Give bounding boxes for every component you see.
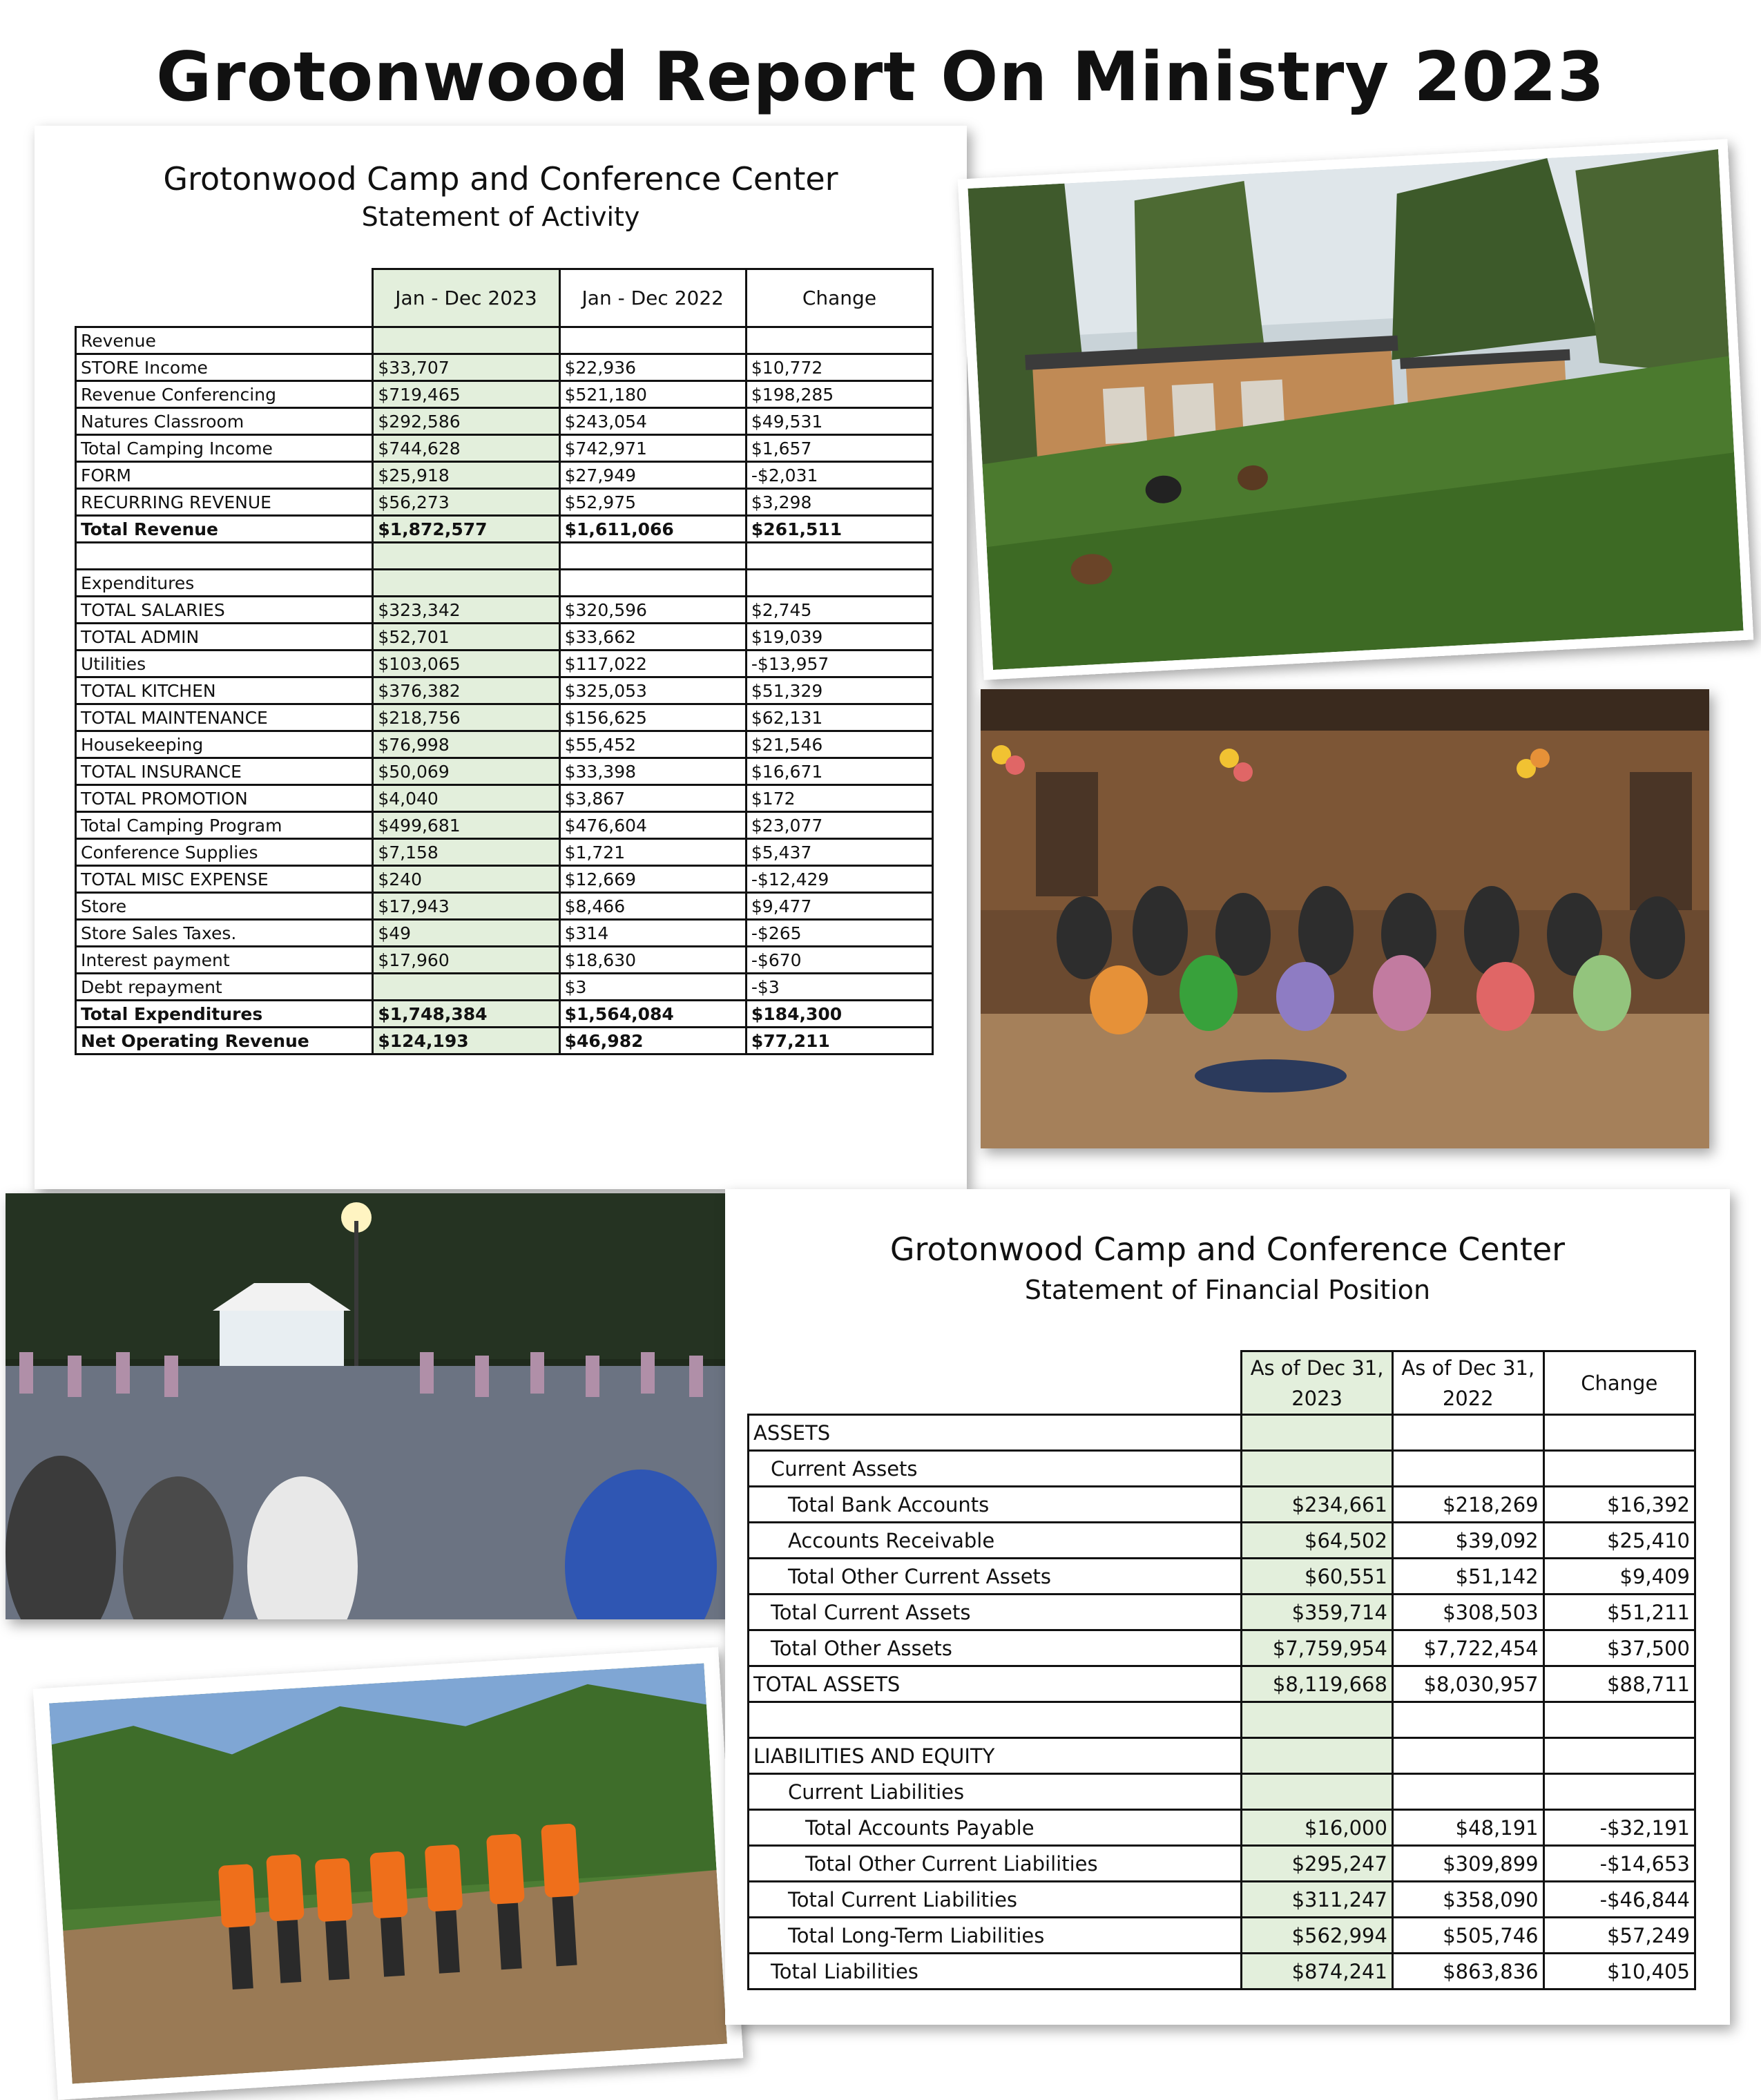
position-row-change: $57,249	[1543, 1918, 1695, 1954]
activity-row-label: TOTAL MISC EXPENSE	[76, 866, 373, 893]
position-row-2023: $64,502	[1242, 1523, 1393, 1559]
position-row	[749, 1954, 1695, 1990]
night-dance-image	[6, 1193, 725, 1619]
activity-row-2022: $314	[559, 920, 746, 947]
activity-row-2022: $521,180	[559, 381, 746, 408]
activity-row	[76, 489, 933, 516]
activity-row-2023: $4,040	[373, 785, 559, 812]
position-row	[749, 1595, 1695, 1630]
activity-row-2022: $33,398	[559, 758, 746, 785]
activity-row-change: $5,437	[746, 839, 932, 866]
activity-row-2022: $46,982	[559, 1028, 746, 1054]
activity-row-label: Store Sales Taxes.	[76, 920, 373, 947]
activity-row	[76, 381, 933, 408]
activity-row-change: $261,511	[746, 516, 932, 543]
activity-row-2023: $323,342	[373, 597, 559, 624]
page-title: Grotonwood Report On Ministry 2023	[155, 38, 1606, 117]
activity-subtitle: Statement of Activity	[361, 202, 640, 232]
position-row-2023: $359,714	[1242, 1595, 1393, 1630]
position-row-label: Total Bank Accounts	[749, 1487, 1242, 1523]
activity-row-2022: $243,054	[559, 408, 746, 435]
activity-row	[76, 624, 933, 651]
activity-row-change: -$13,957	[746, 651, 932, 677]
position-row-2023: $16,000	[1242, 1810, 1393, 1846]
activity-row	[76, 597, 933, 624]
statement-of-activity-card	[35, 126, 967, 1189]
position-row-label: Current Liabilities	[749, 1774, 1242, 1810]
position-row-change: $25,410	[1543, 1523, 1695, 1559]
position-row	[749, 1451, 1695, 1487]
position-row-2023	[1242, 1415, 1393, 1451]
col-header-2023: Jan - Dec 2023	[373, 269, 559, 327]
activity-row	[76, 354, 933, 381]
activity-row-2022: $18,630	[559, 947, 746, 974]
activity-row-2022: $33,662	[559, 624, 746, 651]
activity-row-change: $10,772	[746, 354, 932, 381]
position-row	[749, 1918, 1695, 1954]
financial-position-card	[725, 1189, 1730, 2025]
position-row-change: $10,405	[1543, 1954, 1695, 1990]
position-row-change: -$32,191	[1543, 1810, 1695, 1846]
activity-row-2022: $1,611,066	[559, 516, 746, 543]
position-row-2023: $7,759,954	[1242, 1630, 1393, 1666]
activity-row-2023: $124,193	[373, 1028, 559, 1054]
pos-col-header-2023: As of Dec 31, 2023	[1242, 1351, 1393, 1415]
position-row-2023: $8,119,668	[1242, 1666, 1393, 1702]
activity-row-2022	[559, 570, 746, 597]
position-row-change	[1543, 1451, 1695, 1487]
position-row-2022	[1392, 1451, 1543, 1487]
activity-row-change: $49,531	[746, 408, 932, 435]
pos-col-header-change: Change	[1543, 1351, 1695, 1415]
activity-row	[76, 704, 933, 731]
activity-row-2023: $33,707	[373, 354, 559, 381]
activity-row	[76, 543, 933, 570]
position-row-label: Current Assets	[749, 1451, 1242, 1487]
position-row-2022: $308,503	[1392, 1595, 1543, 1630]
position-row-change: $9,409	[1543, 1559, 1695, 1595]
activity-row-2023: $50,069	[373, 758, 559, 785]
position-row-2022: $505,746	[1392, 1918, 1543, 1954]
activity-row-change: $2,745	[746, 597, 932, 624]
activity-row	[76, 974, 933, 1001]
position-row	[749, 1630, 1695, 1666]
position-row	[749, 1666, 1695, 1702]
activity-row	[76, 651, 933, 677]
activity-row	[76, 516, 933, 543]
activity-row-change: $1,657	[746, 435, 932, 462]
activity-row-change: -$265	[746, 920, 932, 947]
position-row-2023: $562,994	[1242, 1918, 1393, 1954]
activity-row	[76, 947, 933, 974]
activity-row-2023: $1,748,384	[373, 1001, 559, 1028]
activity-row-label: TOTAL INSURANCE	[76, 758, 373, 785]
activity-row-label: RECURRING REVENUE	[76, 489, 373, 516]
night-dance-photo	[6, 1193, 725, 1619]
group-indoor-photo	[981, 689, 1709, 1148]
col-header-2022: Jan - Dec 2022	[559, 269, 746, 327]
position-row-label: Total Other Assets	[749, 1630, 1242, 1666]
activity-row-2022	[559, 327, 746, 354]
activity-row-2023: $499,681	[373, 812, 559, 839]
activity-row-2023	[373, 974, 559, 1001]
position-row	[749, 1810, 1695, 1846]
activity-row-2023: $49	[373, 920, 559, 947]
activity-row-label: Net Operating Revenue	[76, 1028, 373, 1054]
activity-row-2022: $320,596	[559, 597, 746, 624]
activity-row-label: Total Expenditures	[76, 1001, 373, 1028]
activity-row	[76, 785, 933, 812]
position-row-change: -$46,844	[1543, 1882, 1695, 1918]
position-row-change: $51,211	[1543, 1595, 1695, 1630]
position-row-2022	[1392, 1415, 1543, 1451]
position-row-2022: $51,142	[1392, 1559, 1543, 1595]
activity-row-change: $16,671	[746, 758, 932, 785]
ropes-course-image	[49, 1664, 727, 2084]
position-row-2023	[1242, 1451, 1393, 1487]
position-row-label: Total Long-Term Liabilities	[749, 1918, 1242, 1954]
activity-row-change: $9,477	[746, 893, 932, 920]
activity-row-label: Revenue	[76, 327, 373, 354]
activity-row-2023	[373, 327, 559, 354]
activity-row-2022: $1,564,084	[559, 1001, 746, 1028]
position-row-change	[1543, 1738, 1695, 1774]
activity-row-2023: $1,872,577	[373, 516, 559, 543]
activity-row-2023: $292,586	[373, 408, 559, 435]
position-row-change: $37,500	[1543, 1630, 1695, 1666]
activity-row-change: -$2,031	[746, 462, 932, 489]
position-row-label: Total Accounts Payable	[749, 1810, 1242, 1846]
activity-row	[76, 812, 933, 839]
position-table	[747, 1350, 1696, 1990]
position-row	[749, 1487, 1695, 1523]
activity-row-label: FORM	[76, 462, 373, 489]
activity-row-2023: $25,918	[373, 462, 559, 489]
activity-row-2022: $22,936	[559, 354, 746, 381]
activity-row-label: TOTAL SALARIES	[76, 597, 373, 624]
activity-row-label: TOTAL KITCHEN	[76, 677, 373, 704]
position-row-2023: $234,661	[1242, 1487, 1393, 1523]
activity-row	[76, 1001, 933, 1028]
position-row-change	[1543, 1774, 1695, 1810]
activity-row-label: Housekeeping	[76, 731, 373, 758]
position-row-2023	[1242, 1774, 1393, 1810]
position-row-label	[749, 1702, 1242, 1738]
activity-row-2022: $12,669	[559, 866, 746, 893]
activity-row-2023: $17,943	[373, 893, 559, 920]
position-row-2023	[1242, 1738, 1393, 1774]
activity-row-2022	[559, 543, 746, 570]
activity-row-change: -$12,429	[746, 866, 932, 893]
position-row-2022	[1392, 1738, 1543, 1774]
activity-row-2023: $744,628	[373, 435, 559, 462]
position-row-label: Total Liabilities	[749, 1954, 1242, 1990]
activity-row-2022: $55,452	[559, 731, 746, 758]
activity-row-label: Store	[76, 893, 373, 920]
position-row-2022: $863,836	[1392, 1954, 1543, 1990]
position-row	[749, 1523, 1695, 1559]
position-row-label: Total Other Current Liabilities	[749, 1846, 1242, 1882]
position-row	[749, 1882, 1695, 1918]
position-row-label: TOTAL ASSETS	[749, 1666, 1242, 1702]
position-row	[749, 1415, 1695, 1451]
activity-row-change: $198,285	[746, 381, 932, 408]
pos-col-header-2022: As of Dec 31, 2022	[1392, 1351, 1543, 1415]
activity-row-2022: $742,971	[559, 435, 746, 462]
activity-row-change: $23,077	[746, 812, 932, 839]
activity-row	[76, 408, 933, 435]
position-row-2023: $311,247	[1242, 1882, 1393, 1918]
position-row-label: Total Current Assets	[749, 1595, 1242, 1630]
activity-row	[76, 866, 933, 893]
activity-row-2022: $117,022	[559, 651, 746, 677]
position-row-change: -$14,653	[1543, 1846, 1695, 1882]
position-row-2022: $358,090	[1392, 1882, 1543, 1918]
activity-row-change: $21,546	[746, 731, 932, 758]
activity-row	[76, 570, 933, 597]
position-row-change	[1543, 1702, 1695, 1738]
position-row-change	[1543, 1415, 1695, 1451]
activity-row-change: -$670	[746, 947, 932, 974]
activity-row-change: $19,039	[746, 624, 932, 651]
ropes-course-photo	[33, 1647, 744, 2100]
activity-row-2022: $476,604	[559, 812, 746, 839]
activity-row-change: $172	[746, 785, 932, 812]
position-row-2022: $39,092	[1392, 1523, 1543, 1559]
activity-row-2022: $156,625	[559, 704, 746, 731]
position-row-2022	[1392, 1702, 1543, 1738]
activity-row-change: $184,300	[746, 1001, 932, 1028]
activity-row-label: Interest payment	[76, 947, 373, 974]
activity-row-label: Natures Classroom	[76, 408, 373, 435]
activity-row-2022: $1,721	[559, 839, 746, 866]
activity-row-label: Total Revenue	[76, 516, 373, 543]
activity-row	[76, 462, 933, 489]
position-row-change: $16,392	[1543, 1487, 1695, 1523]
activity-row-2023: $719,465	[373, 381, 559, 408]
activity-row-change: $62,131	[746, 704, 932, 731]
activity-row	[76, 758, 933, 785]
position-header-row	[749, 1351, 1695, 1415]
position-row	[749, 1774, 1695, 1810]
activity-row-change	[746, 327, 932, 354]
activity-row-2022: $3	[559, 974, 746, 1001]
activity-row-2023: $52,701	[373, 624, 559, 651]
position-row-label: ASSETS	[749, 1415, 1242, 1451]
activity-row-change: $51,329	[746, 677, 932, 704]
activity-row-2022: $325,053	[559, 677, 746, 704]
activity-row-label: STORE Income	[76, 354, 373, 381]
col-header-change: Change	[746, 269, 932, 327]
activity-row	[76, 731, 933, 758]
position-row	[749, 1738, 1695, 1774]
activity-row-2022: $3,867	[559, 785, 746, 812]
cabins-image	[968, 149, 1743, 670]
activity-header-row	[76, 269, 933, 327]
activity-row	[76, 920, 933, 947]
position-row-label: Total Other Current Assets	[749, 1559, 1242, 1595]
activity-row-label	[76, 543, 373, 570]
position-row-2022: $48,191	[1392, 1810, 1543, 1846]
activity-row-label: Debt repayment	[76, 974, 373, 1001]
activity-row	[76, 893, 933, 920]
position-row-label: LIABILITIES AND EQUITY	[749, 1738, 1242, 1774]
activity-row-label: TOTAL ADMIN	[76, 624, 373, 651]
activity-row-2022: $27,949	[559, 462, 746, 489]
position-row-2022: $8,030,957	[1392, 1666, 1543, 1702]
activity-row-2023: $7,158	[373, 839, 559, 866]
position-row-2022	[1392, 1774, 1543, 1810]
activity-row	[76, 677, 933, 704]
cabins-photo	[958, 139, 1753, 680]
position-row-2022: $7,722,454	[1392, 1630, 1543, 1666]
activity-row-2023	[373, 543, 559, 570]
activity-row-2023: $376,382	[373, 677, 559, 704]
activity-row-2023: $218,756	[373, 704, 559, 731]
position-row-label: Total Current Liabilities	[749, 1882, 1242, 1918]
activity-row-2023	[373, 570, 559, 597]
position-row	[749, 1702, 1695, 1738]
position-row-2023: $295,247	[1242, 1846, 1393, 1882]
position-row-change: $88,711	[1543, 1666, 1695, 1702]
activity-row-change: -$3	[746, 974, 932, 1001]
group-indoor-image	[981, 689, 1709, 1148]
activity-row-label: Utilities	[76, 651, 373, 677]
position-subtitle: Statement of Financial Position	[1024, 1275, 1431, 1305]
position-row-2022: $309,899	[1392, 1846, 1543, 1882]
activity-row-2023: $56,273	[373, 489, 559, 516]
position-row	[749, 1846, 1695, 1882]
activity-row-label: Conference Supplies	[76, 839, 373, 866]
position-row	[749, 1559, 1695, 1595]
activity-row	[76, 327, 933, 354]
activity-row-label: Total Camping Income	[76, 435, 373, 462]
activity-row	[76, 839, 933, 866]
activity-table	[75, 268, 934, 1055]
activity-row-label: Revenue Conferencing	[76, 381, 373, 408]
position-row-2023: $874,241	[1242, 1954, 1393, 1990]
activity-row-2023: $76,998	[373, 731, 559, 758]
position-row-label: Accounts Receivable	[749, 1523, 1242, 1559]
position-row-2023: $60,551	[1242, 1559, 1393, 1595]
position-org-name: Grotonwood Camp and Conference Center	[889, 1231, 1566, 1268]
activity-org-name: Grotonwood Camp and Conference Center	[163, 160, 838, 198]
activity-row-2023: $103,065	[373, 651, 559, 677]
activity-row-label: TOTAL PROMOTION	[76, 785, 373, 812]
activity-row-change: $3,298	[746, 489, 932, 516]
position-row-2022: $218,269	[1392, 1487, 1543, 1523]
activity-row-label: TOTAL MAINTENANCE	[76, 704, 373, 731]
activity-row-change	[746, 543, 932, 570]
activity-row-2022: $8,466	[559, 893, 746, 920]
activity-row-label: Total Camping Program	[76, 812, 373, 839]
activity-row-label: Expenditures	[76, 570, 373, 597]
activity-row	[76, 1028, 933, 1054]
activity-row-change	[746, 570, 932, 597]
activity-row	[76, 435, 933, 462]
activity-row-2022: $52,975	[559, 489, 746, 516]
activity-row-2023: $240	[373, 866, 559, 893]
activity-row-change: $77,211	[746, 1028, 932, 1054]
activity-row-2023: $17,960	[373, 947, 559, 974]
position-row-2023	[1242, 1702, 1393, 1738]
